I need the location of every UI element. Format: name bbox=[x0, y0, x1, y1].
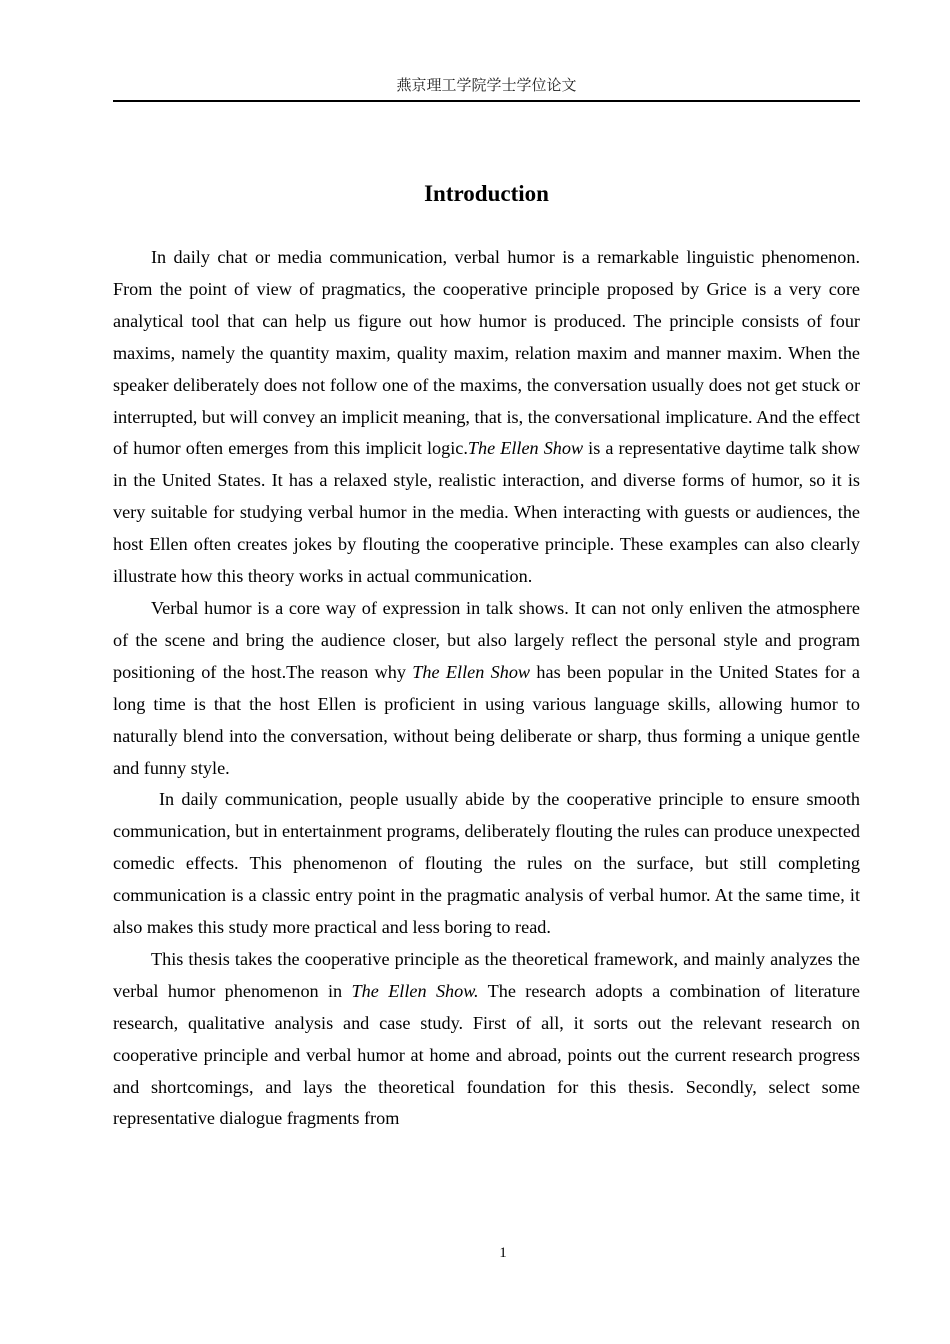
show-title-italic: The Ellen Show bbox=[467, 438, 584, 459]
paragraph-3 bbox=[113, 784, 860, 944]
show-title-italic: The Ellen Show. bbox=[351, 980, 479, 1001]
section-title: Introduction bbox=[424, 181, 549, 206]
paragraph-3-text-1: In daily communication, people usually abide by the cooperative principle to ensure smooth communication, but in entertainment programs, deliberately flouting the rules can produce unexpected comedic effects. This phenomenon of flouting the rules on the surface, but still completing communication is a classic entry point in the pragmatic analysis of verbal humor. At the same time, it also makes this study more practical and less boring to read. bbox=[113, 789, 860, 938]
header-rule bbox=[113, 100, 860, 102]
paragraph-4 bbox=[113, 944, 860, 1135]
show-title-italic: The Ellen Show bbox=[412, 661, 531, 682]
paragraph-4-text-1: This thesis takes the cooperative principle as the theoretical framework, and mainly analyzes the verbal humor phenomenon in bbox=[113, 948, 860, 1001]
paragraph-2-text-1: Verbal humor is a core way of expression in talk shows. It can not only enliven the atmosphere of the scene and bring the audience closer, but also largely reflect the personal style and program positioning of the host.The reason why bbox=[113, 597, 860, 682]
paragraph-1-text-2: is a representative daytime talk show in the United States. It has a relaxed style, realistic interaction, and diverse forms of humor, so it is very suitable for studying verbal humor in the media. When interacting with guests or audiences, the host Ellen often creates jokes by flouting the cooperative principle. These examples can also clearly illustrate how this theory works in actual communication. bbox=[113, 438, 860, 587]
paragraph-4-text-2: The research adopts a combination of literature research, qualitative analysis and case study. First of all, it sorts out the relevant research on cooperative principle and verbal humor at home and abroad, points out the current research progress and shortcomings, and lays the theoretical foundation for this thesis. Secondly, select some representative dialogue fragments from bbox=[113, 980, 860, 1129]
page-number: 1 bbox=[499, 1245, 507, 1261]
paragraph-2-text-2: has been popular in the United States for a long time is that the host Ellen is proficient in using various language skills, allowing humor to naturally blend into the conversation, without being deliberate or sharp, thus forming a unique gentle and funny style. bbox=[113, 661, 860, 778]
paragraph-1 bbox=[113, 242, 860, 593]
paragraph-1-text-1: In daily chat or media communication, verbal humor is a remarkable linguistic phenomenon. From the point of view of pragmatics, the cooperative principle proposed by Grice is a very core analytical tool that can help us figure out how humor is produced. The principle consists of four maxims, namely the quantity maxim, quality maxim, relation maxim and manner maxim. When the speaker deliberately does not follow one of the maxims, the conversation usually does not get stuck or interrupted, but will convey an implicit meaning, that is, the conversational implicature. And the effect of humor often emerges from this implicit logic. bbox=[113, 247, 860, 459]
body-text bbox=[113, 242, 860, 1135]
paragraph-2 bbox=[113, 593, 860, 784]
running-header: 燕京理工学院学士学位论文 bbox=[396, 78, 577, 94]
